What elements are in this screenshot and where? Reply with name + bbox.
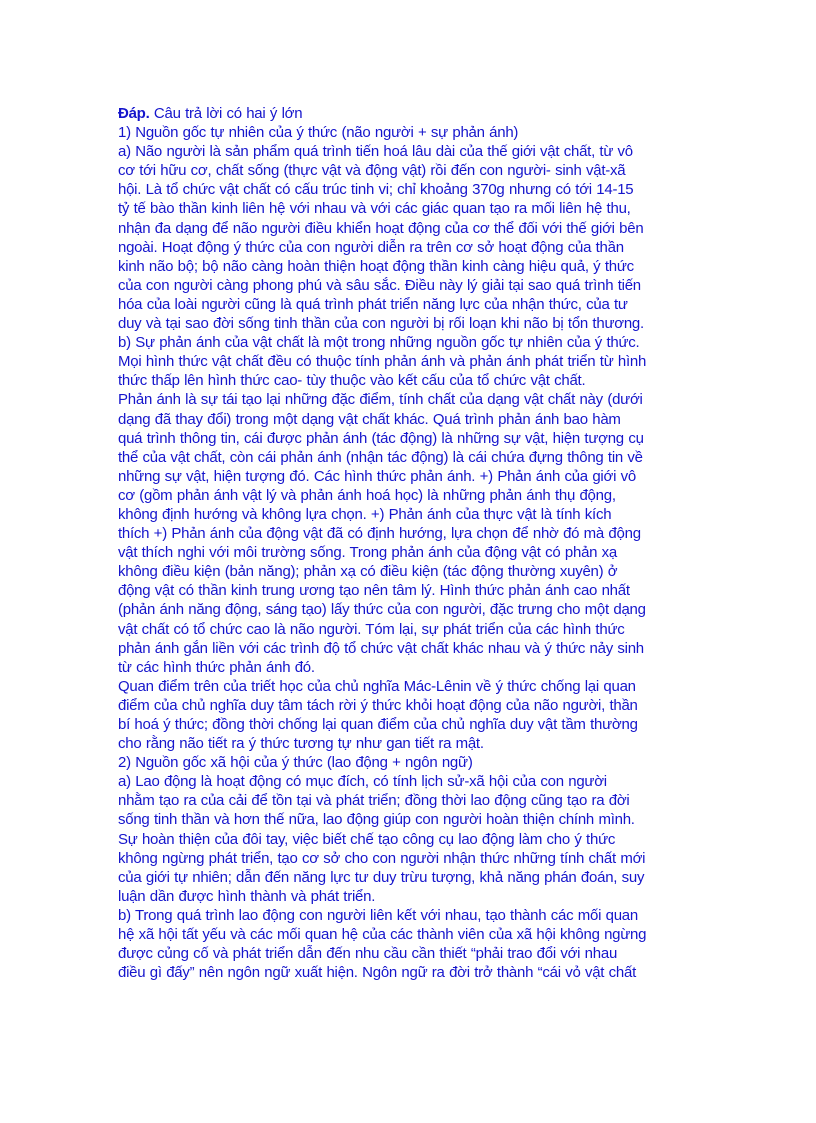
text-line — [118, 562, 700, 581]
text-line — [118, 238, 700, 257]
text-line-content: thức thấp lên hình thức cao- tùy thuộc vào kết cấu của tổ chức vật chất. — [118, 372, 586, 390]
text-line — [118, 410, 700, 429]
text-line — [118, 524, 700, 543]
text-line-content: Quan điểm trên của triết học của chủ nghĩa Mác-Lênin về ý thức chống lại quan — [118, 677, 636, 695]
text-line-content: điều gì đấy” nên ngôn ngữ xuất hiện. Ngôn ngữ ra đời trở thành “cái vỏ vật chất — [118, 964, 636, 982]
text-line — [118, 772, 700, 791]
text-line — [118, 199, 700, 218]
text-line-content: không điều kiện (bản năng); phản xạ có điều kiện (tác động thường xuyên) ở — [118, 563, 618, 581]
text-line — [118, 429, 700, 448]
text-line-content: b) Sự phản ánh của vật chất là một trong những nguồn gốc tự nhiên của ý thức. — [118, 334, 640, 352]
text-line-content: những sự vật, hiện tượng đó. Các hình thức phản ánh. +) Phản ánh của giới vô — [118, 467, 636, 485]
text-line-content: cơ (gồm phản ánh vật lý và phản ánh hoá học) là những phản ánh thụ động, — [118, 486, 616, 504]
text-line — [118, 639, 700, 658]
text-line-content: tỷ tế bào thần kinh liên hệ với nhau và với các giác quan tạo ra mối liên hệ thu, — [118, 200, 631, 218]
text-line-content: sống tinh thần và hơn thế nữa, lao động giúp con người hoàn thiện chính mình. — [118, 811, 635, 829]
text-line — [118, 830, 700, 849]
text-line — [118, 448, 700, 467]
text-line — [118, 142, 700, 161]
text-line-content: luận dần được hình thành và phát triển. — [118, 887, 376, 905]
text-line-content: hệ xã hội tất yếu và các mối quan hệ của các thành viên của xã hội không ngừng — [118, 926, 647, 944]
text-line — [118, 868, 700, 887]
text-line — [118, 505, 700, 524]
text-line-content: cơ tới hữu cơ, chất sống (thực vật và động vật) rồi đến con người- sinh vật-xã — [118, 162, 626, 180]
text-line — [118, 925, 700, 944]
text-line — [118, 467, 700, 486]
text-line-content: bí hoá ý thức; đồng thời chống lại quan điểm của chủ nghĩa duy vật tầm thường — [118, 716, 638, 733]
text-line — [118, 620, 700, 639]
text-line — [118, 123, 700, 142]
text-line — [118, 887, 700, 906]
text-line — [118, 314, 700, 333]
text-line — [118, 906, 700, 925]
text-line-content: thể của vật chất, còn cái phản ánh (nhận tác động) là cái chứa đựng thông tin về — [118, 448, 643, 466]
text-line-content: dạng đã thay đổi) trong một dạng vật chất khác. Quá trình phản ánh bao hàm — [118, 410, 621, 428]
text-line-content: quá trình thông tin, cái được phản ánh (tác động) là những sự vật, hiện tượng cụ — [118, 429, 644, 447]
text-line-content: vật thích nghi với môi trường sống. Trong phản ánh của động vật có phản xạ — [118, 544, 618, 562]
text-line-content: (phản ánh năng động, sáng tạo) lấy thức của con người, đặc trưng cho một dạng — [118, 601, 646, 619]
text-line-content: nhận đa dạng để não người điều khiển hoạt động của cơ thể đối với thế giới bên — [118, 219, 644, 237]
text-line-content: ngoài. Hoạt động ý thức của con người diễn ra trên cơ sở hoạt động của thần — [118, 238, 624, 256]
text-line — [118, 180, 700, 199]
text-line — [118, 677, 700, 696]
text-line-content: không ngừng phát triển, tạo cơ sở cho con người nhận thức những tính chất mới — [118, 849, 646, 867]
text-line-content: duy và tại sao đời sống tinh thần của con người bị rối loạn khi não bị tổn thương. — [118, 315, 644, 333]
text-line — [118, 276, 700, 295]
text-line-content: vật chất có tổ chức cao là não người. Tóm lại, sự phát triển của các hình thức — [118, 620, 625, 638]
text-line — [118, 753, 700, 772]
text-line — [118, 390, 700, 409]
text-line-content: phản ánh gắn liền với các trình độ tổ chức vật chất khác nhau và ý thức nảy sinh — [118, 639, 644, 657]
text-line — [118, 581, 700, 600]
document-body — [118, 104, 700, 982]
text-line-content: kinh não bộ; bộ não càng hoàn thiện hoạt động thần kinh càng hiệu quả, ý thức — [118, 257, 634, 275]
text-line-content: Sự hoàn thiện của đôi tay, việc biết chế tạo công cụ lao động làm cho ý thức — [118, 830, 616, 848]
text-line-content: a) Não người là sản phẩm quá trình tiến hoá lâu dài của thế giới vật chất, từ vô — [118, 143, 633, 161]
text-line — [118, 791, 700, 810]
text-line — [118, 734, 700, 753]
text-line — [118, 963, 700, 982]
answer-label: Đáp. — [118, 105, 150, 122]
text-line-content: 2) Nguồn gốc xã hội của ý thức (lao động + ngôn ngữ) — [118, 754, 473, 772]
text-line-content: hội. Là tổ chức vật chất có cấu trúc tinh vi; chỉ khoảng 370g nhưng có tới 14-15 — [118, 181, 634, 199]
text-line-content: thích +) Phản ánh của động vật đã có định hướng, lựa chọn để nhờ đó mà động — [118, 525, 641, 543]
text-line — [118, 219, 700, 238]
text-line-content: hóa của loài người cũng là quá trình phát triển năng lực của nhận thức, của tư — [118, 295, 628, 313]
text-line — [118, 486, 700, 505]
text-line-content: không định hướng và không lựa chọn. +) Phản ánh của thực vật là tính kích — [118, 505, 612, 523]
text-line — [118, 810, 700, 829]
text-line-content: Phản ánh là sự tái tạo lại những đặc điểm, tính chất của dạng vật chất này (dưới — [118, 391, 643, 409]
text-line — [118, 543, 700, 562]
text-line-content: động vật có thần kinh trung ương tạo nên tâm lý. Hình thức phản ánh cao nhất — [118, 582, 630, 600]
text-line — [118, 600, 700, 619]
text-line-content: Câu trả lời có hai ý lớn — [149, 105, 303, 122]
text-line — [118, 371, 700, 390]
text-line — [118, 658, 700, 677]
text-line — [118, 696, 700, 715]
text-line — [118, 295, 700, 314]
text-line-content: từ các hình thức phản ánh đó. — [118, 658, 315, 676]
text-line — [118, 161, 700, 180]
text-line-content: điểm của chủ nghĩa duy tâm tách rời ý thức khỏi hoạt động của não người, thần — [118, 696, 638, 714]
text-line — [118, 944, 700, 963]
text-line-content: được củng cố và phát triển dẫn đến nhu cầu cần thiết “phải trao đổi với nhau — [118, 945, 618, 963]
text-line — [118, 715, 700, 734]
text-line — [118, 257, 700, 276]
text-line-content: của con người càng phong phú và sâu sắc. Điều này lý giải tại sao quá trình tiến — [118, 276, 641, 294]
text-line-content: b) Trong quá trình lao động con người liên kết với nhau, tạo thành các mối quan — [118, 906, 638, 924]
text-line-content: cho rằng não tiết ra ý thức tương tự như gan tiết ra mật. — [118, 735, 484, 753]
text-line — [118, 104, 700, 123]
text-line-content: Mọi hình thức vật chất đều có thuộc tính phản ánh và phản ánh phát triển từ hình — [118, 353, 647, 371]
text-line — [118, 333, 700, 352]
text-line-content: nhằm tạo ra của cải để tồn tại và phát triển; đồng thời lao động cũng tạo ra đời — [118, 792, 630, 810]
text-line-content: của giới tự nhiên; dẫn đến năng lực tư duy trừu tượng, khả năng phán đoán, suy — [118, 868, 645, 886]
text-line-content: a) Lao động là hoạt động có mục đích, có tính lịch sử-xã hội của con người — [118, 773, 607, 791]
text-line-content: 1) Nguồn gốc tự nhiên của ý thức (não người + sự phản ánh) — [118, 124, 519, 142]
text-line — [118, 849, 700, 868]
text-line — [118, 352, 700, 371]
